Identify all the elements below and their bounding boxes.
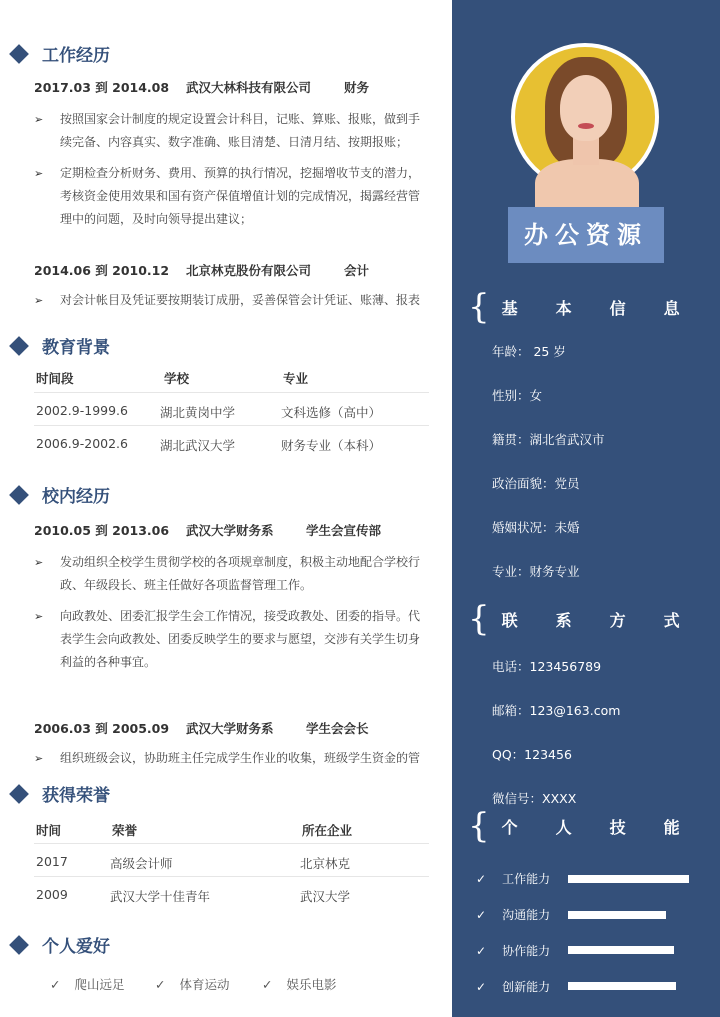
diamond-icon [9, 336, 29, 356]
divider [34, 392, 429, 393]
arrow-icon: ➢ [34, 556, 44, 569]
check-icon: ✓ [476, 908, 487, 922]
info-item: 年龄： 25 岁 [492, 344, 566, 359]
campus-header: 2006.03 到 2005.09 武汉大学财务系 学生会会长 [34, 721, 369, 736]
job-bullet: ➢ 按照国家会计制度的规定设置会计科目，记账、算账、报账，做到手续完备、内容真实、数字准确、账目清楚、日清月结、按期报账； [34, 108, 424, 154]
campus-bullet: ➢ 组织班级会议，协助班主任完成学生作业的收集，班级学生资金的管 [34, 747, 424, 770]
main-column: 工作经历 2017.03 到 2014.08 武汉大林科技有限公司 财务 ➢ 按照国家会计制度的规定设置会计科目，记账、算账、报账，做到手续完备、内容真实、数字准确、账目清楚、日清月结、按期报账； ➢ 定期检查分析财务、费用、预算的执行情况，挖掘增收节支的潜力，考核资金使用效果和国有资产保值增值计划的完成情况，揭露经营管理中的问题，及时向领导提出建议； 2014.06 到 2010.12 北京林克股份有限公司 会计 ➢ 对会计帐目及凭证要按期装订成册，妥善保管会计凭证、账薄、报表 教育背景 时间段 学校 专业 2002.9-1999.6 湖北黄岗中学 文科选修（高中） 2006.9-2002.6 湖北武汉大学 财务专业（本科） 校内经历 2010.05 到 2013.06 武汉大学财务系 学生会宣传部 ➢ 发动组织全校学生贯彻学校的各项规章制度，积极主动地配合学校行政、年级段长、班主任做好各项监督管理工作。 ➢ 向政教处、团委汇报学生会工作情况，接受政教处、团委的指导。代表学生会向政教处、团委反映学生的要求与愿望，交涉有关学生切身利益的各种事宜。 2006.03 到 2005.09 武汉大学财务系 学生会会长 ➢ 组织班级会议，协助班主任完成学生作业的收集，班级学生资金的管 获得荣誉 时间 荣誉 所在企业 2017 高级会计师 北京林克 2009 武汉大学十佳青年 武汉大学 个人爱好 ✓ 爬山远足 ✓ 体育运动 ✓ 娱乐电影 [0, 0, 452, 1017]
hobby-item: ✓ 体育运动 [155, 977, 230, 992]
check-icon: ✓ [50, 977, 61, 992]
info-item: 性别：女 [492, 388, 543, 403]
skill-item: ✓ 工作能力 [476, 872, 551, 886]
job-header: 2014.06 到 2010.12 北京林克股份有限公司 会计 [34, 263, 370, 278]
job-bullet: ➢ 定期检查分析财务、费用、预算的执行情况，挖掘增收节支的潜力，考核资金使用效果和国有资产保值增值计划的完成情况，揭露经营管理中的问题，及时向领导提出建议； [34, 162, 424, 231]
hobby-item: ✓ 娱乐电影 [262, 977, 337, 992]
education-section-title: 教育背景 [10, 333, 110, 358]
check-icon: ✓ [262, 977, 273, 992]
brand-banner: 办公资源 [508, 207, 664, 263]
skill-item: ✓ 创新能力 [476, 980, 551, 994]
check-icon: ✓ [476, 944, 487, 958]
campus-bullet: ➢ 发动组织全校学生贯彻学校的各项规章制度，积极主动地配合学校行政、年级段长、班主任做好各项监督管理工作。 [34, 551, 424, 597]
job-bullet: ➢ 对会计帐目及凭证要按期装订成册，妥善保管会计凭证、账薄、报表 [34, 289, 424, 312]
info-item: 籍贯：湖北省武汉市 [492, 432, 605, 447]
skill-bar [568, 875, 689, 883]
avatar [511, 43, 659, 191]
arrow-icon: ➢ [34, 113, 44, 126]
check-icon: ✓ [476, 872, 487, 886]
sidebar [452, 0, 720, 1017]
diamond-icon [9, 485, 29, 505]
divider [34, 876, 429, 877]
hobby-item: ✓ 爬山远足 [50, 977, 125, 992]
skill-item: ✓ 沟通能力 [476, 908, 551, 922]
hobbies-section-title: 个人爱好 [10, 932, 110, 957]
campus-bullet-clip [0, 747, 452, 765]
brace-icon: { [468, 599, 490, 639]
brace-icon: { [468, 806, 490, 846]
contact-item: QQ：123456 [492, 747, 572, 762]
diamond-icon [9, 44, 29, 64]
contact-list-clip [452, 640, 720, 806]
info-item: 婚姻状况：未婚 [492, 520, 580, 535]
arrow-icon: ➢ [34, 610, 44, 623]
divider [34, 843, 429, 844]
skill-item: ✓ 协作能力 [476, 944, 551, 958]
job-header: 2017.03 到 2014.08 武汉大林科技有限公司 财务 [34, 80, 370, 95]
contact-item: 电话：123456789 [492, 659, 602, 674]
check-icon: ✓ [476, 980, 487, 994]
arrow-icon: ➢ [34, 167, 44, 180]
basic-info-title: { 基 本 信 息 [468, 287, 680, 327]
contact-title: { 联 系 方 式 [468, 599, 680, 639]
skill-bar [568, 911, 666, 919]
skills-title: { 个 人 技 能 [468, 806, 680, 846]
info-item: 政治面貌：党员 [492, 476, 580, 491]
brace-icon: { [468, 287, 490, 327]
job-bullet-clip [0, 289, 452, 314]
arrow-icon: ➢ [34, 294, 44, 307]
check-icon: ✓ [155, 977, 166, 992]
info-item: 专业：财务专业 [492, 564, 580, 579]
work-section-title: 工作经历 [10, 41, 110, 66]
campus-bullet: ➢ 向政教处、团委汇报学生会工作情况，接受政教处、团委的指导。代表学生会向政教处、团委反映学生的要求与愿望，交涉有关学生切身利益的各种事宜。 [34, 605, 424, 674]
honors-section-title: 获得荣誉 [10, 781, 110, 806]
campus-section-title: 校内经历 [10, 482, 110, 507]
diamond-icon [9, 935, 29, 955]
contact-item: 邮箱：123@163.com [492, 703, 621, 718]
skill-bar [568, 982, 676, 990]
skill-bar [568, 946, 674, 954]
divider [34, 425, 429, 426]
campus-header: 2010.05 到 2013.06 武汉大学财务系 学生会宣传部 [34, 523, 382, 538]
arrow-icon: ➢ [34, 752, 44, 765]
diamond-icon [9, 784, 29, 804]
contact-item: 微信号：XXXX [492, 791, 577, 806]
